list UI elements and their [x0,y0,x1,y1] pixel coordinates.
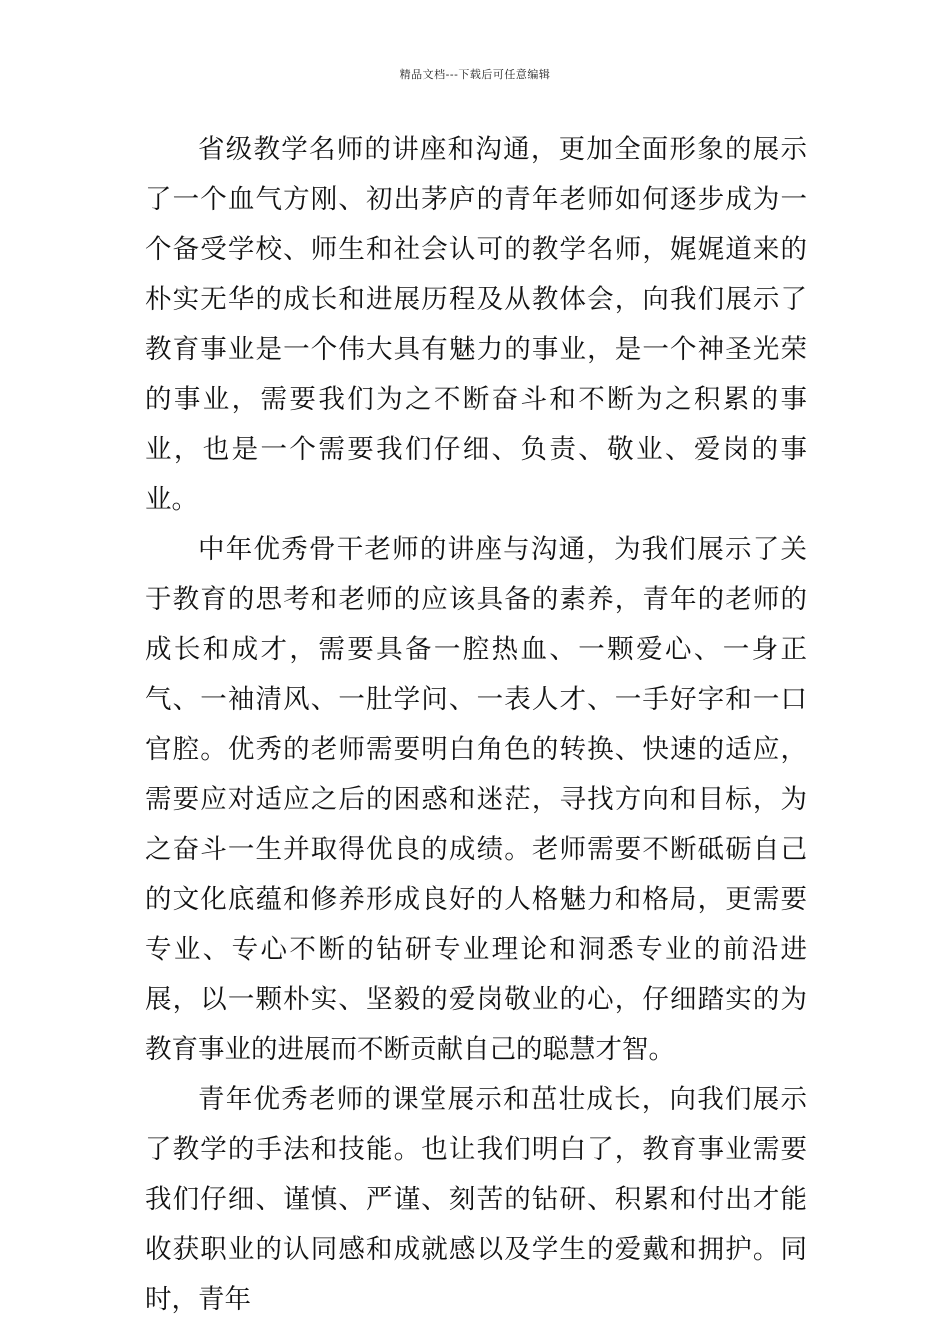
paragraph-2: 中年优秀骨干老师的讲座与沟通，为我们展示了关于教育的思考和老师的应该具备的素养，青年的老师的成长和成才，需要具备一腔热血、一颗爱心、一身正气、一袖清风、一肚学问、一表人才、一手好字和一口官腔。优秀的老师需要明白角色的转换、快速的适应，需要应对适应之后的困惑和迷茫，寻找方向和目标，为之奋斗一生并取得优良的成绩。老师需要不断砥砺自己的文化底蕴和修养形成良好的人格魅力和格局，更需要专业、专心不断的钻研专业理论和洞悉专业的前沿进展，以一颗朴实、坚毅的爱岗敬业的心，仔细踏实的为教育事业的进展而不断贡献自己的聪慧才智。 [145,534,807,1065]
paragraph-1: 省级教学名师的讲座和沟通，更加全面形象的展示了一个血气方刚、初出茅庐的青年老师如何逐步成为一个备受学校、师生和社会认可的教学名师，娓娓道来的朴实无华的成长和进展历程及从教体会，向我们展示了教育事业是一个伟大具有魅力的事业，是一个神圣光荣的事业，需要我们为之不断奋斗和不断为之积累的事业，也是一个需要我们仔细、负责、敬业、爱岗的事业。 [145,134,807,515]
paragraph-3: 青年优秀老师的课堂展示和茁壮成长，向我们展示了教学的手法和技能。也让我们明白了，教育事业需要我们仔细、谨慎、严谨、刻苦的钻研、积累和付出才能收获职业的认同感和成就感以及学生的爱戴和拥护。同时，青年 [145,1084,807,1315]
document-body [145,125,807,1325]
page-header: 精品文档---下载后可任意编辑 [399,68,551,81]
